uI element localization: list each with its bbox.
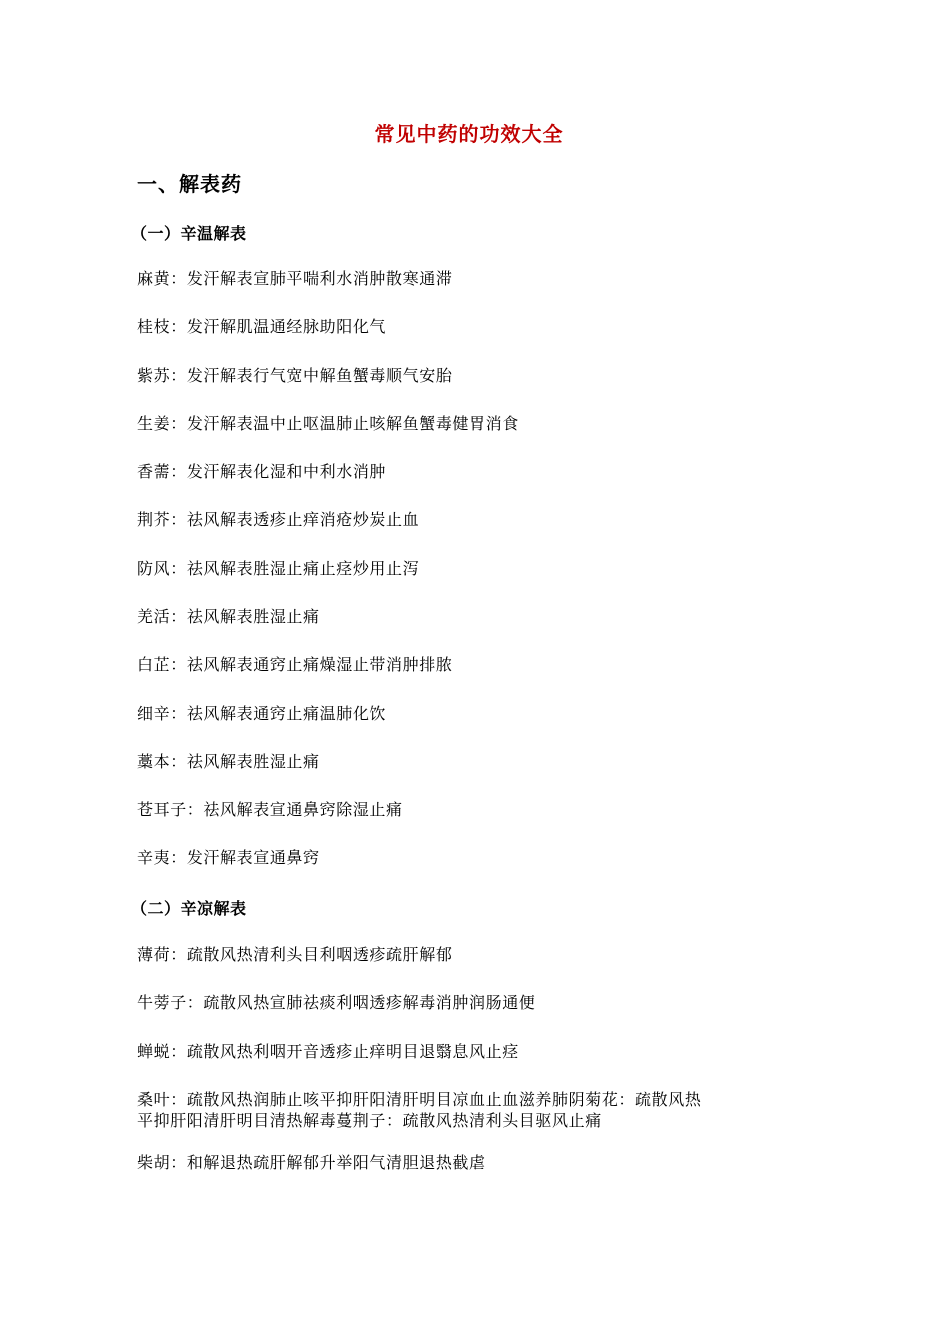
herb-efficacy: 发汗解表行气宽中解鱼蟹毒顺气安胎 [186, 366, 453, 385]
herb-name: 藁本： [137, 752, 187, 771]
herb-entry [137, 268, 707, 289]
herb-entry [137, 413, 707, 434]
herb-name: 羌活： [137, 607, 187, 626]
herb-entry [137, 365, 707, 386]
herb-entry [137, 316, 707, 337]
herb-name: 蝉蜕： [137, 1042, 187, 1061]
herb-name: 苍耳子： [137, 800, 204, 819]
herb-efficacy: 发汗解表温中止呕温肺止咳解鱼蟹毒健胃消食 [186, 414, 519, 433]
herb-efficacy: 祛风解表通窍止痛燥湿止带消肿排脓 [186, 655, 453, 674]
herb-name: 防风： [137, 559, 187, 578]
herb-efficacy: 祛风解表宣通鼻窍除湿止痛 [203, 800, 403, 819]
herb-efficacy: 祛风解表胜湿止痛止痉炒用止泻 [186, 559, 420, 578]
herb-entry [137, 461, 707, 482]
herb-efficacy: 祛风解表透疹止痒消疮炒炭止血 [186, 510, 420, 529]
herb-name: 麻黄： [137, 269, 187, 288]
herb-name: 紫苏： [137, 366, 187, 385]
herb-entry [137, 1152, 707, 1173]
herb-name: 白芷： [137, 655, 187, 674]
herb-entry [137, 606, 707, 627]
herb-name: 辛夷： [137, 848, 187, 867]
document-title: 常见中药的功效大全 [374, 122, 564, 146]
herb-entry [137, 1089, 707, 1131]
herb-efficacy: 祛风解表胜湿止痛 [186, 752, 320, 771]
herb-efficacy: 疏散风热润肺止咳平抑肝阳清肝明目凉血止血滋养肺阴菊花：疏散风热平抑肝阳清肝明目清热解毒蔓荆子：疏散风热清利头目驱风止痛 [137, 1090, 702, 1130]
herb-entry [137, 847, 707, 868]
herb-efficacy: 发汗解表宣通鼻窍 [186, 848, 320, 867]
herb-entry [137, 558, 707, 579]
herb-efficacy: 发汗解表宣肺平喘利水消肿散寒通滞 [186, 269, 453, 288]
herb-entry [137, 992, 707, 1013]
herb-efficacy: 发汗解肌温通经脉助阳化气 [186, 317, 387, 336]
herb-name: 生姜： [137, 414, 187, 433]
group-heading: （一）辛温解表 [131, 224, 247, 243]
herb-entry [137, 654, 707, 675]
herb-efficacy: 疏散风热利咽开音透疹止痒明目退翳息风止痉 [186, 1042, 519, 1061]
herb-name: 荆芥： [137, 510, 187, 529]
herb-name: 柴胡： [137, 1153, 187, 1172]
herb-entry [137, 751, 707, 772]
herb-entry [137, 944, 707, 965]
herb-name: 薄荷： [137, 945, 187, 964]
herb-efficacy: 祛风解表通窍止痛温肺化饮 [186, 704, 387, 723]
herb-entry [137, 509, 707, 530]
herb-name: 桑叶： [137, 1090, 187, 1109]
herb-name: 桂枝： [137, 317, 187, 336]
herb-name: 牛蒡子： [137, 993, 204, 1012]
group-heading: （二）辛凉解表 [131, 899, 247, 918]
herb-name: 香薷： [137, 462, 187, 481]
herb-efficacy: 祛风解表胜湿止痛 [186, 607, 320, 626]
herb-entry [137, 799, 707, 820]
herb-name: 细辛： [137, 704, 187, 723]
herb-entry [137, 703, 707, 724]
herb-efficacy: 疏散风热清利头目利咽透疹疏肝解郁 [186, 945, 453, 964]
herb-efficacy: 和解退热疏肝解郁升举阳气清胆退热截虐 [186, 1153, 486, 1172]
herb-efficacy: 发汗解表化湿和中利水消肿 [186, 462, 387, 481]
herb-efficacy: 疏散风热宣肺祛痰利咽透疹解毒消肿润肠通便 [203, 993, 536, 1012]
section-heading: 一、解表药 [137, 172, 242, 196]
herb-entry [137, 1041, 707, 1062]
